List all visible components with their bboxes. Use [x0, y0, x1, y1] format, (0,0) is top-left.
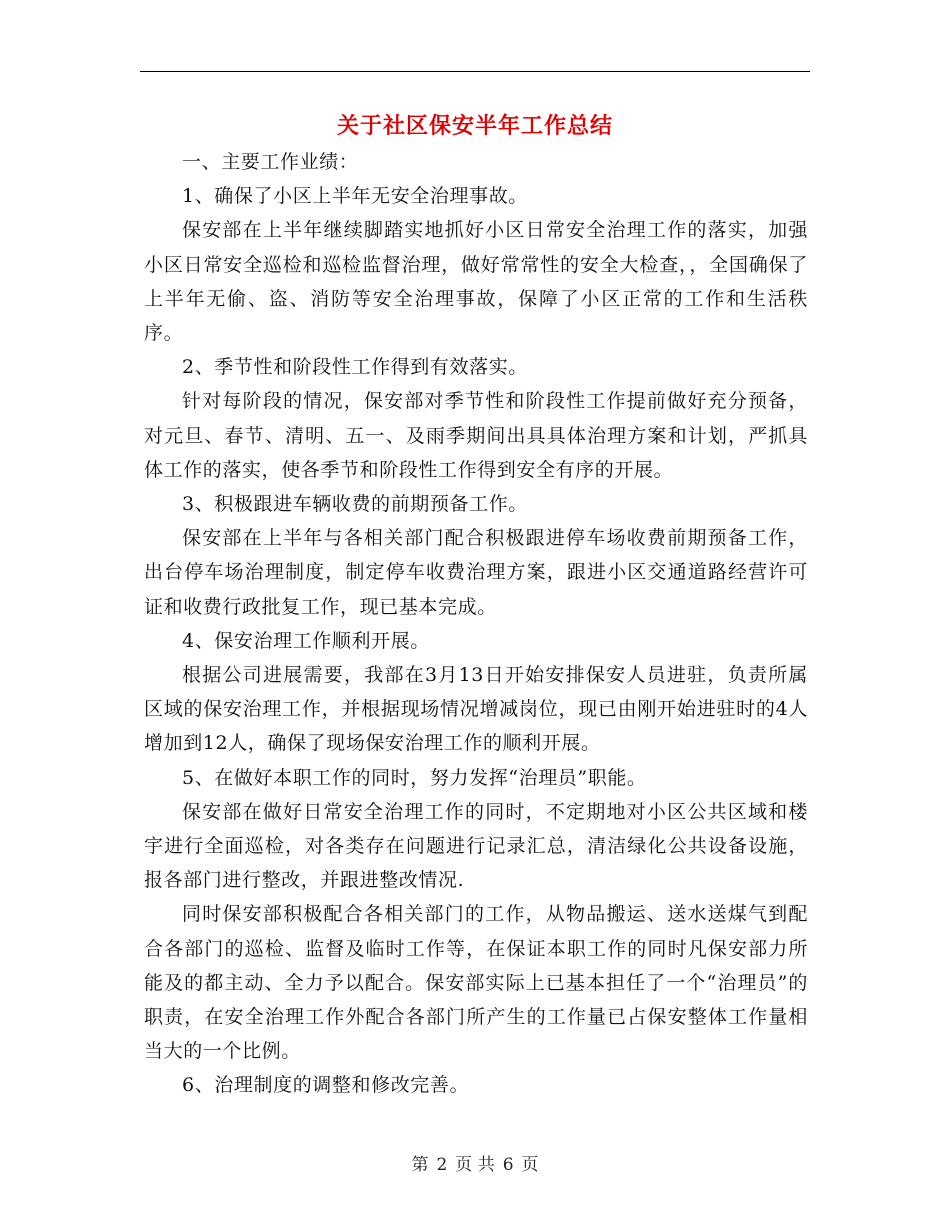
total-pages-number: 6 [502, 1155, 514, 1175]
page-label-mid: 页 共 [455, 1155, 495, 1175]
current-page-number: 2 [436, 1155, 448, 1175]
body-paragraph: 保安部在上半年与各相关部门配合积极跟进停车场收费前期预备工作，出台停车场治理制度，制定停车收费治理方案，跟进小区交通道路经营许可证和收费行政批复工作，现已基本完成。 [144, 527, 808, 618]
body-paragraph: 保安部在上半年继续脚踏实地抓好小区日常安全治理工作的落实，加强小区日常安全巡检和巡检监督治理，做好常常性的安全大检查，，全国确保了上半年无偷、盗、消防等安全治理事故，保障了小区正常的工作和生活秩序。 [144, 219, 808, 345]
item-heading-5: 5、在做好本职工作的同时，努力发挥“治理员”职能。 [182, 766, 647, 789]
document-body [144, 145, 808, 1103]
page-label-suffix: 页 [521, 1155, 539, 1175]
body-paragraph: 根据公司进展需要，我部在3月13日开始安排保安人员进驻，负责所属区域的保安治理工作，并根据现场情况增减岗位，现已由刚开始进驻时的4人增加到12人，确保了现场保安治理工作的顺利开展。 [144, 664, 808, 755]
page-footer [0, 1153, 950, 1177]
body-paragraph: 针对每阶段的情况，保安部对季节性和阶段性工作提前做好充分预备，对元旦、春节、清明、五一、及雨季期间出具具体治理方案和计划，严抓具体工作的落实，使各季节和阶段性工作得到安全有序的开展。 [144, 390, 808, 481]
item-heading-6: 6、治理制度的调整和修改完善。 [182, 1074, 470, 1097]
body-paragraph: 同时保安部积极配合各相关部门的工作，从物品搬运、送水送煤气到配合各部门的巡检、监督及临时工作等，在保证本职工作的同时凡保安部力所能及的都主动、全力予以配合。保安部实际上已基本担任了一个“治理员”的职责，在安全治理工作外配合各部门所产生的工作量已占保安整体工作量相当大的一个比例。 [144, 903, 808, 1063]
header-rule [140, 71, 810, 72]
item-heading-4: 4、保安治理工作顺利开展。 [182, 629, 430, 652]
section-heading-main-achievements: 一、主要工作业绩： [182, 151, 359, 173]
item-heading-1: 1、确保了小区上半年无安全治理事故。 [182, 185, 528, 208]
item-heading-3: 3、积极跟进车辆收费的前期预备工作。 [182, 493, 528, 516]
item-heading-2: 2、季节性和阶段性工作得到有效落实。 [182, 356, 528, 379]
page-label-prefix: 第 [411, 1155, 429, 1175]
document-title: 关于社区保安半年工作总结 [336, 113, 613, 139]
body-paragraph: 保安部在做好日常安全治理工作的同时，不定期地对小区公共区域和楼宇进行全面巡检，对各类存在问题进行记录汇总，清洁绿化公共设备设施，报各部门进行整改，并跟进整改情况. [144, 800, 808, 892]
